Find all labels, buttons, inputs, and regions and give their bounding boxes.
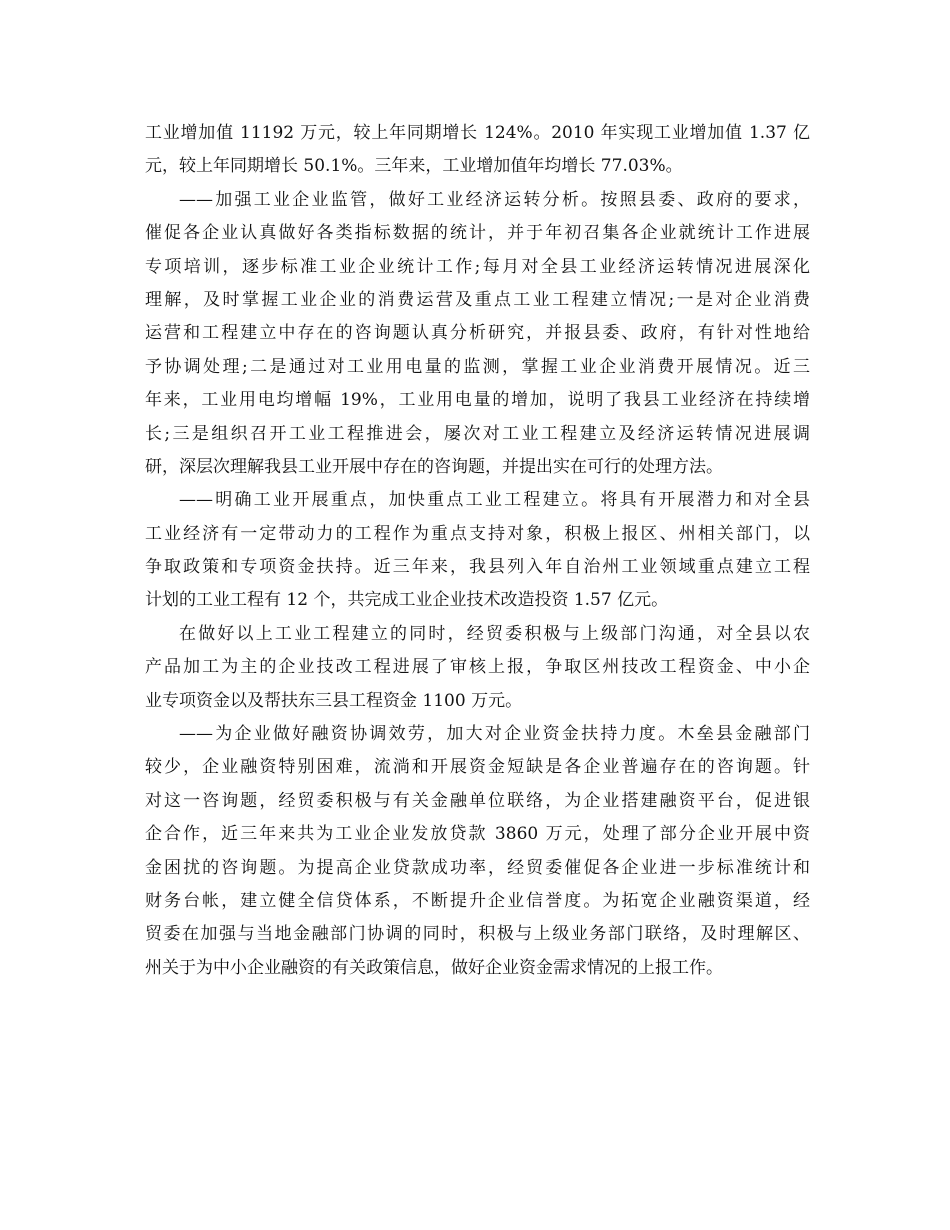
text-line: 争取政策和专项资金扶持。近三年来，我县列入年自治州工业领域重点建立工程 [145,557,810,578]
text-line: 工业增加值 11192 万元，较上年同期增长 124%。2010 年实现工业增加值 1.37 亿 [145,123,810,143]
text-line: 工业经济有一定带动力的工程作为重点支持对象，积极上报区、州相关部门，以 [145,523,810,544]
text-line: 计划的工业工程有 12 个，共完成工业企业技术改造投资 1.57 亿元。 [145,590,669,611]
paragraph-1 [145,117,810,184]
text-line: ——明确工业开展重点，加快重点工业工程建立。将具有开展潜力和对全县 [179,490,810,511]
text-line: 较少，企业融资特别困难，流淌和开展资金短缺是各企业普遍存在的咨询题。针 [145,757,810,778]
text-line: 年来，工业用电均增幅 19%，工业用电量的增加，说明了我县工业经济在持续增 [145,390,810,411]
text-line: 财务台帐，建立健全信贷体系，不断提升企业信誉度。为拓宽企业融资渠道，经 [145,890,810,911]
text-line: ——为企业做好融资协调效劳，加大对企业资金扶持力度。木垒县金融部门 [179,724,810,745]
text-line: 研，深层次理解我县工业开展中存在的咨询题，并提出实在可行的处理方法。 [145,456,723,477]
text-line: 金困扰的咨询题。为提高企业贷款成功率，经贸委催促各企业进一步标准统计和 [145,857,810,878]
text-line: 州关于为中小企业融资的有关政策信息，做好企业资金需求情况的上报工作。 [145,957,723,978]
paragraph-2 [145,184,810,485]
text-line: 在做好以上工业工程建立的同时，经贸委积极与上级部门沟通，对全县以农 [179,623,810,644]
text-line: 长;三是组织召开工业工程推进会，屡次对工业工程建立及经济运转情况进展调 [145,423,810,444]
text-line: 专项培训，逐步标准工业企业统计工作;每月对全县工业经济运转情况进展深化 [145,256,810,277]
text-line: 企合作，近三年来共为工业企业发放贷款 3860 万元，处理了部分企业开展中资 [145,824,810,845]
text-line: 运营和工程建立中存在的咨询题认真分析研究，并报县委、政府，有针对性地给 [145,323,810,344]
text-line: 贸委在加强与当地金融部门协调的同时，积极与上级业务部门联络，及时理解区、 [145,924,810,945]
paragraph-4 [145,618,810,718]
text-line: 理解，及时掌握工业企业的消费运营及重点工业工程建立情况;一是对企业消费 [145,289,810,310]
paragraph-5 [145,718,810,985]
text-line: 产品加工为主的企业技改工程进展了审核上报，争取区州技改工程资金、中小企 [145,657,810,678]
text-line: 予协调处理;二是通过对工业用电量的监测，掌握工业企业消费开展情况。近三 [145,356,810,377]
text-line: 对这一咨询题，经贸委积极与有关金融单位联络，为企业搭建融资平台，促进银 [145,790,810,811]
text-line: 业专项资金以及帮扶东三县工程资金 1100 万元。 [145,690,523,711]
text-line: 催促各企业认真做好各类指标数据的统计，并于年初召集各企业就统计工作进展 [145,223,810,244]
text-line: ——加强工业企业监管，做好工业经济运转分析。按照县委、政府的要求， [179,189,810,210]
document-body [145,117,810,985]
paragraph-3 [145,484,810,618]
text-line: 元，较上年同期增长 50.1%。三年来，工业增加值年均增长 77.03%。 [145,156,683,177]
